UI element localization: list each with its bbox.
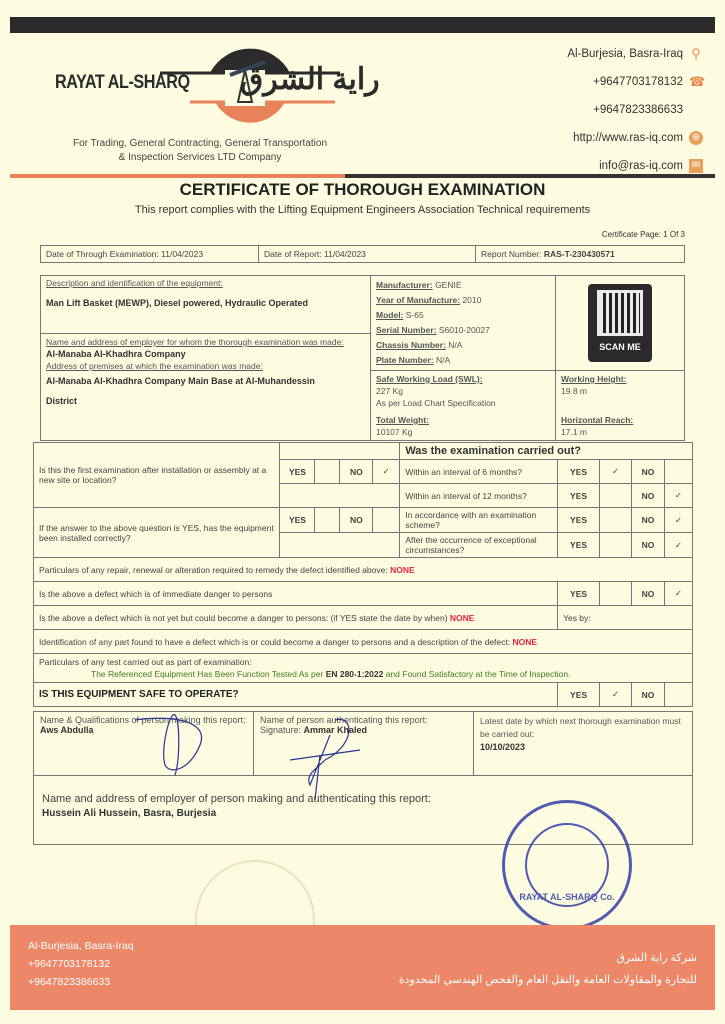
certificate-page: Certificate Page: 1 Of 3 [601, 230, 685, 239]
next-exam-cell [474, 712, 693, 776]
swl: 227 Kg [376, 386, 403, 396]
interval-12-months: Within an interval of 12 months? [400, 484, 558, 508]
equipment-table [40, 275, 685, 441]
qr-label: SCAN ME [599, 342, 641, 352]
plate: N/A [436, 355, 451, 365]
yes-label: YES [558, 508, 600, 533]
brand-name-arabic: راية الشرق [240, 63, 380, 96]
report-number: RAS-T-230430571 [543, 249, 615, 259]
report-number-label: Report Number: [481, 249, 544, 259]
i4-yes-box[interactable] [600, 533, 632, 558]
weight: 10107 Kg [376, 427, 413, 437]
certificate-title: CERTIFICATE OF THOROUGH EXAMINATION [179, 180, 546, 199]
manufacturer-label: Manufacturer: [376, 280, 433, 290]
immediate-danger-question: Is the above a defect which is of immediate danger to persons [34, 582, 558, 606]
header-bar [10, 17, 715, 33]
exam-scheme: In accordance with an examination scheme? [400, 508, 558, 533]
plate-label: Plate Number: [376, 355, 434, 365]
equipment-specs-cell [371, 276, 556, 371]
installed-correctly-question: If the answer to the above question is YES, has the equipment been installed correctly? [34, 508, 280, 558]
employer-report-label: Name and address of employer of person making and authenticating this report: [42, 793, 431, 805]
divider-dark [345, 174, 715, 178]
weight-label: Total Weight: [376, 415, 430, 425]
qr-code[interactable] [588, 284, 652, 362]
yes-label: YES [558, 533, 600, 558]
employer-cell [41, 334, 371, 441]
examination-table [33, 442, 693, 707]
reach: 17.1 m [561, 427, 587, 437]
yes-label: YES [280, 508, 315, 533]
report-number-cell [476, 246, 685, 263]
test-standard: EN 280-1:2022 [325, 669, 384, 679]
yes-label: YES [558, 484, 600, 508]
interval-6-months: Within an interval of 6 months? [400, 460, 558, 484]
contact-phone-2 [567, 96, 703, 124]
q1-yes-box[interactable] [315, 460, 340, 484]
no-label: NO [631, 582, 664, 606]
q1-no-box[interactable]: ✓ [373, 460, 400, 484]
swl-cell [371, 371, 556, 441]
yes-label: YES [558, 582, 600, 606]
contact-phone-1 [567, 68, 706, 96]
repair-label: Particulars of any repair, renewal or alteration required to remedy the defect identified above: [39, 564, 391, 575]
footer-address: Al-Burjesia, Basra-Iraq [28, 940, 134, 952]
employer-report-value: Hussein Ali Hussein, Basra, Burjesia [42, 808, 217, 819]
height: 19.8 m [561, 386, 587, 396]
blank-cell [280, 484, 400, 508]
reach-label: Horizontal Reach: [561, 415, 634, 425]
test-label: Particulars of any test carried out as part of examination: [39, 657, 252, 667]
stamp-text: RAYAT AL-SHARQ Co. [519, 892, 615, 902]
year: 2010 [462, 295, 482, 305]
safe-yes-box[interactable]: ✓ [600, 683, 632, 707]
address-text: Al-Burjesia, Basra-Iraq [567, 48, 683, 60]
test-text-2: and Found Satisfactory at the Time of Inspection. [383, 669, 571, 679]
no-label: NO [631, 484, 664, 508]
i1-no-box[interactable] [664, 460, 692, 484]
tagline-line-1: For Trading, General Contracting, General Transportation [72, 138, 328, 149]
repair-value: NONE [390, 564, 415, 575]
auth-label: Name of person authenticating this report: [260, 715, 428, 725]
ident-value: NONE [512, 636, 538, 647]
no-label: NO [631, 533, 664, 558]
i1-yes-box[interactable]: ✓ [600, 460, 632, 484]
footer-arabic-name: شركة راية الشرق [616, 952, 697, 964]
equipment-description-cell [41, 276, 371, 334]
footer-arabic-description: للتجارة والمقاولات العامة والنقل العام والفحص الهندسي المحدودة [398, 974, 697, 986]
safe-no-box[interactable] [664, 683, 692, 707]
swl-note: As per Load Chart Specification [376, 398, 496, 408]
globe-icon: ⊕ [689, 131, 703, 145]
contact-website[interactable] [567, 124, 703, 152]
footer [10, 925, 715, 1010]
chassis-label: Chassis Number: [376, 340, 446, 350]
i3-no-box[interactable]: ✓ [664, 508, 692, 533]
not-yet-label: Is the above a defect which is not yet but could become a danger to persons: (if YES state the date by when) [39, 612, 450, 623]
first-exam-question: Is this the first examination after installation or assembly at a new site or location? [34, 443, 280, 508]
i4-no-box[interactable]: ✓ [664, 533, 692, 558]
qr-cell [556, 276, 685, 371]
maker-name: Aws Abdulla [40, 725, 94, 735]
premises: Al-Manaba Al-Khadhra Company Main Base at Al-Muhandessin [46, 376, 315, 386]
company-tagline [40, 137, 360, 165]
danger-yes-box[interactable] [600, 582, 632, 606]
not-yet-value: NONE [449, 612, 475, 623]
yes-label: YES [558, 460, 600, 484]
divider-orange [10, 174, 345, 178]
company-stamp [502, 800, 632, 930]
serial-label: Serial Number: [376, 325, 437, 335]
i2-yes-box[interactable] [600, 484, 632, 508]
phone-text: +9647823386633 [593, 104, 683, 116]
i3-yes-box[interactable] [600, 508, 632, 533]
danger-no-box[interactable]: ✓ [664, 582, 692, 606]
employer: Al-Manaba Al-Khadhra Company [46, 349, 186, 359]
dates-table [40, 245, 685, 263]
height-label: Working Height: [561, 374, 627, 384]
footer-contact [28, 937, 134, 991]
premises-label: Address of premises at which the examination was made: [46, 361, 263, 371]
dimensions-cell [556, 371, 685, 441]
yes-by-field[interactable]: Yes by: [558, 606, 693, 630]
report-date: Date of Report: 11/04/2023 [259, 246, 476, 263]
qr-pattern [597, 290, 643, 336]
authenticator-name: Ammar Khaled [303, 725, 368, 735]
contact-address [567, 40, 703, 68]
premises-line-2: District [46, 396, 78, 406]
ident-label: Identification of any part found to have a defect which is or could become a danger to persons and a description of the defect: [39, 636, 513, 647]
email-link[interactable]: info@ras-iq.com [599, 160, 683, 172]
blank-cell [280, 443, 400, 460]
blank-cell [280, 533, 400, 558]
exam-date: Date of Through Examination: 11/04/2023 [41, 246, 259, 263]
next-exam-date: 10/10/2023 [480, 742, 526, 752]
q2-no-box[interactable] [373, 508, 400, 533]
year-label: Year of Manufacture: [376, 295, 461, 305]
desc-label: Description and identification of the equipment: [46, 278, 223, 288]
model: S-65 [405, 310, 424, 320]
footer-arabic [399, 947, 697, 991]
test-text-1: The Referenced Equipment Has Been Function Tested As per [91, 669, 326, 679]
no-label: NO [631, 683, 664, 707]
no-label: NO [631, 508, 664, 533]
website-link[interactable]: http://www.ras-iq.com [573, 132, 683, 144]
location-pin-icon: ⚲ [691, 46, 701, 61]
chassis: N/A [448, 340, 463, 350]
yes-label: YES [558, 683, 600, 707]
manufacturer: GENIE [435, 280, 462, 290]
signature-maker [130, 700, 210, 780]
safe-to-operate-question: IS THIS EQUIPMENT SAFE TO OPERATE? [34, 683, 558, 707]
footer-phone-1: +9647703178132 [28, 958, 111, 970]
exam-carried-out-header: Was the examination carried out? [400, 443, 693, 460]
yes-label: YES [280, 460, 315, 484]
spacer [689, 103, 703, 117]
certificate-subtitle: This report complies with the Lifting Equipment Engineers Association Technical requirements [134, 204, 591, 216]
equipment-description: Man Lift Basket (MEWP), Diesel powered, Hydraulic Operated [46, 298, 309, 308]
not-yet-danger-row [34, 606, 558, 630]
test-row [34, 654, 693, 683]
serial: S6010-20027 [438, 325, 490, 335]
model-label: Model: [376, 310, 404, 320]
email-icon: ✉ [689, 159, 703, 173]
next-exam-label: Latest date by which next thorough examination must be carried out: [480, 716, 681, 739]
signature-label: Signature: [260, 725, 304, 735]
brand-name: RAYAT AL-SHARQ [55, 72, 190, 93]
phone-icon: ☎ [689, 74, 706, 89]
repair-row [34, 558, 693, 582]
identification-row [34, 630, 693, 654]
maker-label: Name & Qualifications of person making this report: [40, 715, 246, 725]
footer-phone-2: +9647823386633 [28, 976, 111, 988]
no-label: NO [631, 460, 664, 484]
q2-yes-box[interactable] [315, 508, 340, 533]
tagline-line-2: & Inspection Services LTD Company [118, 152, 282, 163]
phone-text: +9647703178132 [593, 76, 683, 88]
exceptional-circumstances: After the occurrence of exceptional circumstances? [400, 533, 558, 558]
no-label: NO [340, 508, 373, 533]
i2-no-box[interactable]: ✓ [664, 484, 692, 508]
swl-label: Safe Working Load (SWL): [376, 374, 483, 384]
employer-label: Name and address of employer for whom the thorough examination was made: [46, 337, 344, 347]
no-label: NO [340, 460, 373, 484]
contact-list [567, 40, 706, 180]
